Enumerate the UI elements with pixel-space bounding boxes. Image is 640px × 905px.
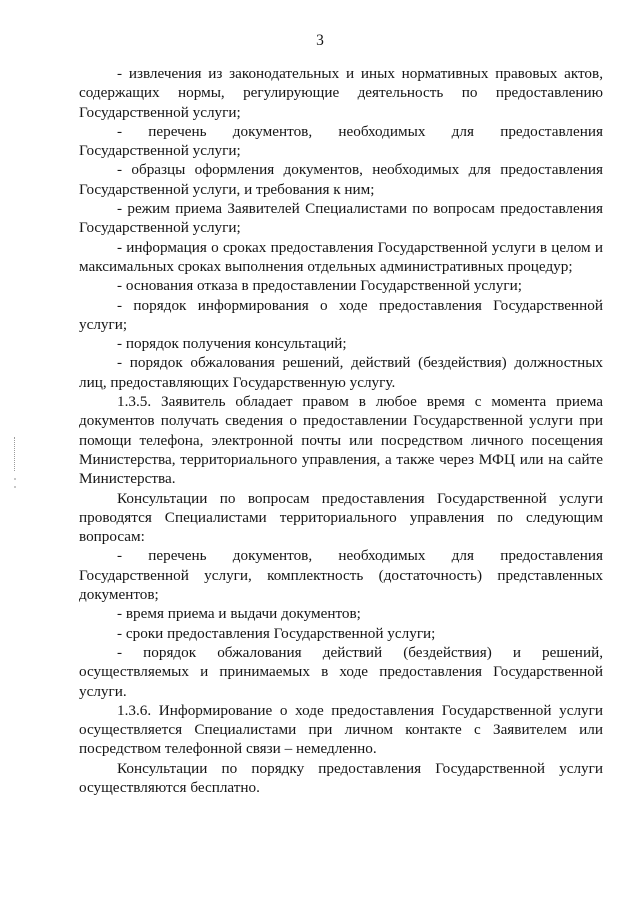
scan-artifact-dot	[14, 478, 16, 480]
list-item: - перечень документов, необходимых для предоставления Государственной услуги;	[79, 122, 603, 160]
list-item: - время приема и выдачи документов;	[117, 605, 361, 623]
list-item: - порядок получения консультаций;	[117, 335, 347, 353]
scan-artifact	[14, 437, 16, 471]
list-item: - порядок информирования о ходе предоставления Государственной услуги;	[79, 296, 603, 333]
list-item: - образцы оформления документов, необходимых для предоставления Государственной услуги, и требования к ним;	[79, 161, 603, 198]
page-number: 3	[316, 32, 324, 49]
list-item: - информация о сроках предоставления Государственной услуги в целом и максимальных сроках выполнения отдельных административных процедур;	[79, 238, 603, 275]
paragraph: Консультации по вопросам предоставления Государственной услуги проводятся Специалистами территориального управления по следующим вопросам:	[79, 489, 603, 546]
document-body	[79, 64, 603, 797]
list-item: - основания отказа в предоставлении Государственной услуги;	[117, 277, 522, 295]
paragraph-1-3-6: 1.3.6. Информирование о ходе предоставления Государственной услуги осуществляется Специалистами при личном контакте с Заявителем или посредством телефонной связи – немедленно.	[79, 701, 603, 758]
list-item: - сроки предоставления Государственной услуги;	[117, 624, 436, 642]
list-item: - извлечения из законодательных и иных нормативных правовых актов, содержащих нормы, регулирующие деятельность по предоставлению Государственной услуги;	[79, 65, 603, 121]
list-item: - режим приема Заявителей Специалистами по вопросам предоставления Государственной услуги;	[79, 200, 603, 237]
paragraph: Консультации по порядку предоставления Государственной услуги осуществляются бесплатно.	[79, 759, 603, 796]
paragraph-1-3-5: 1.3.5. Заявитель обладает правом в любое время с момента приема документов получать сведения о предоставлении Государственной услуги при помощи телефона, электронной почты или посредством личного посещения Министерства, территориального управления, а также через МФЦ или на сайте Министерства.	[79, 393, 603, 488]
list-item: - порядок обжалования действий (бездействия) и решений, осуществляемых и принимаемых в ходе предоставления Государственной услуги.	[79, 643, 603, 700]
list-item: - перечень документов, необходимых для предоставления Государственной услуги, комплектность (достаточность) представленных документов;	[79, 547, 603, 604]
list-item: - порядок обжалования решений, действий (бездействия) должностных лиц, предоставляющих Государственную услугу.	[79, 354, 603, 391]
scan-artifact-dot	[14, 486, 16, 488]
